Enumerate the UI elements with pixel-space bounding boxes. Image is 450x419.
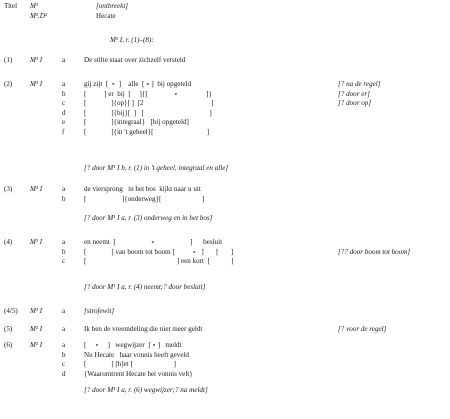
variant-letter: f	[62, 128, 65, 136]
variant-text: en neemt [ ∘ ] besluit	[84, 238, 223, 246]
titel-label: Titel	[4, 2, 18, 10]
variant-letter: b	[62, 89, 66, 98]
line-number: (3)	[4, 185, 13, 193]
witness-m1-note: [ontbreekt]	[96, 2, 129, 10]
variant-text: [ ∘ ] wegwijzer [ ∘ ] meldt	[84, 341, 182, 349]
variant-text: [ ]{onderweg}[ ]	[84, 194, 205, 203]
variant-text: [ ] er bij [ ]{[ ∘ ]}	[84, 89, 212, 98]
variant-text: [strofewit]	[84, 307, 115, 315]
variant-letter: a	[62, 56, 66, 64]
witness-siglum: M¹ I	[30, 238, 43, 246]
variant-text: [ ] van boom tot boom [ ∘ ] [ ]	[84, 247, 234, 256]
variant-note: [? door er]	[338, 89, 370, 98]
witness-m2d3-value: Hecate	[96, 12, 116, 20]
line-number: (6)	[4, 341, 13, 349]
variant-letter: c	[62, 257, 66, 266]
variant-letter: b	[62, 350, 66, 359]
variant-letter: a	[62, 341, 66, 349]
witness-siglum: M¹ I	[30, 325, 43, 333]
variant-note: [? door op]	[338, 99, 372, 108]
section-ref: M¹ I, r. (1)–(8):	[110, 36, 154, 44]
variant-letter: c	[62, 99, 66, 108]
line-number: (1)	[4, 56, 13, 64]
variant-letter: a	[62, 80, 66, 88]
variant-text: [ ]{in 't geheel}[ ]	[84, 128, 210, 136]
block-note: [? door M¹ I b, r. (1) in 't geheel, integraal en alle]	[84, 164, 229, 172]
variant-text: [ ]{integraal} [bij opgeteld]	[84, 118, 189, 127]
variant-letter: b	[62, 247, 66, 256]
variant-text: Nu Hecate haar vonnis heeft geveld	[84, 350, 189, 359]
variant-text: gij zijt [ ∘ ] alle [ ∘ ] bij opgeteld	[84, 80, 192, 88]
variant-letter: a	[62, 307, 66, 315]
variant-letter: a	[62, 325, 66, 333]
witness-m1: M¹	[30, 2, 39, 10]
variant-text: [ ]{op}[ ] [2 ]	[84, 99, 214, 108]
witness-siglum: M¹ I	[30, 56, 43, 64]
variant-text: de viersprong in het bos kijkt naar u uit	[84, 185, 201, 193]
variant-note: [?? door boom tot boom]	[338, 247, 411, 256]
line-number: (4)	[4, 238, 13, 246]
variant-letter: b	[62, 194, 66, 203]
variant-note: [? voor de regel]	[338, 325, 387, 333]
line-number: (2)	[4, 80, 13, 88]
variant-text: De stilte staat over zichzelf versteld	[84, 56, 186, 64]
variant-text: {Waaromtrent Hecate het vonnis velt}	[84, 369, 193, 378]
block-note: [? door M¹ I a, r. (3) onderweg en in het bos]	[84, 214, 213, 222]
variant-letter: e	[62, 118, 66, 127]
witness-siglum: M¹ I	[30, 341, 43, 349]
variant-text: [ ] een kort [ ]	[84, 257, 234, 266]
block-note: [? door M¹ I a, r. (4) neemt;? door besluit]	[84, 283, 206, 291]
line-number: (5)	[4, 325, 13, 333]
witness-siglum: M¹ I	[30, 185, 43, 193]
variant-letter: d	[62, 108, 66, 117]
variant-letter: d	[62, 369, 66, 378]
variant-note: [? na de regel]	[338, 80, 381, 88]
variant-letter: a	[62, 238, 66, 246]
line-number: (4/5)	[4, 307, 18, 315]
variant-text: [ ]{bij}[ ] [ ]	[84, 108, 212, 117]
variant-text: [ ] [h]et [ ]	[84, 360, 177, 369]
variant-text: Ik ben de vreemdeling die niet meer geldt	[84, 325, 203, 333]
witness-siglum: M¹ I	[30, 307, 43, 315]
block-note: [? door M¹ I a, r. (6) wegwijzer;? na meldt]	[84, 386, 208, 394]
witness-m2d3: M².D³	[30, 12, 48, 20]
variant-letter: a	[62, 185, 66, 193]
variant-letter: c	[62, 360, 66, 369]
witness-siglum: M¹ I	[30, 80, 43, 88]
